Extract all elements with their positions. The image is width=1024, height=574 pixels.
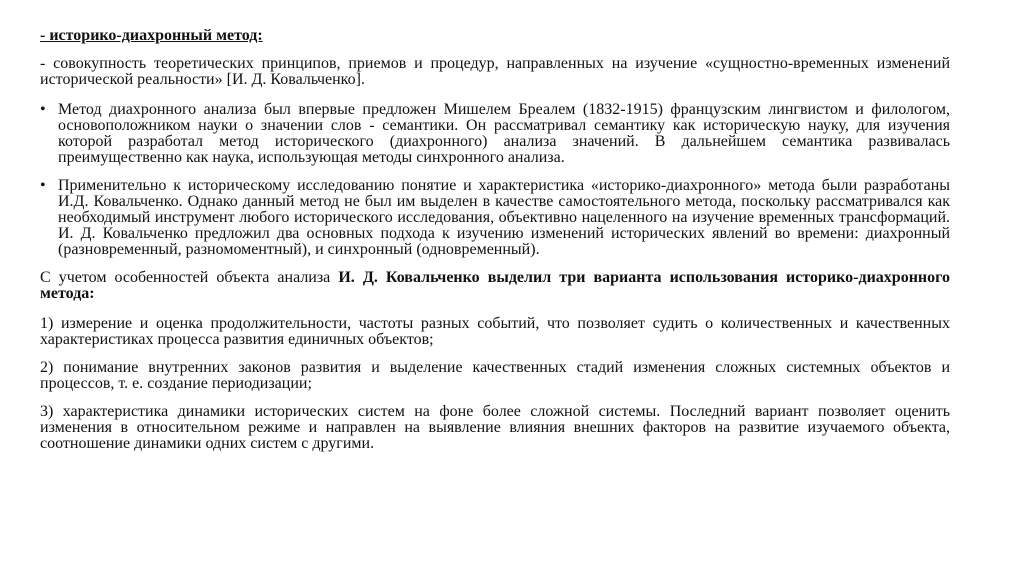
bullet-marker: • (40, 101, 46, 118)
summary-paragraph (40, 270, 950, 302)
bullet-item (40, 178, 950, 258)
numbered-item: 3) характеристика динамики исторических систем на фоне более сложной системы. Последний вариант позволяет оценить изменения в относительном режиме и направлен на выявление влияния внешних факторов на развитие изучаемого объекта, соотношение динамики одних систем с другими. (40, 403, 950, 452)
numbered-item: 2) понимание внутренних законов развития и выделение качественных стадий изменения сложных системных объектов и процессов, т. е. создание периодизации; (40, 359, 950, 392)
summary-bold-text: И. Д. Ковальченко выделил три варианта использования историко-диахронного метода: (40, 269, 950, 302)
section-heading: - историко-диахронный метод: (40, 27, 263, 44)
bullet-text: Метод диахронного анализа был впервые предложен Мишелем Бреалем (1832-1915) французским лингвистом и филологом, основоположником науки о значении слов - семантики. Он рассматривал семантику как историческую науку, для изучения которой разработал метод исторического (диахронного) анализа значений. В дальнейшем семантика развивалась преимущественно как наука, использующая методы синхронного анализа. (58, 101, 950, 166)
slide-content (40, 28, 950, 464)
definition-paragraph: - совокупность теоретических принципов, приемов и процедур, направленных на изучение «сущностно-временных изменений исторической реальности» [И. Д. Ковальченко]. (40, 55, 950, 88)
summary-lead-text: С учетом особенностей объекта анализа (40, 269, 339, 286)
bullet-marker: • (40, 177, 46, 194)
numbered-item: 1) измерение и оценка продолжительности, частоты разных событий, что позволяет судить о количественных и качественных характеристиках процесса развития единичных объектов; (40, 315, 950, 348)
bullet-item (40, 102, 950, 166)
bullet-text: Применительно к историческому исследованию понятие и характеристика «историко-диахронного» метода были разработаны И.Д. Ковальченко. Однако данный метод не был им выделен в качестве самостоятельного метода, поскольку рассматривался как необходимый инструмент любого исторического исследования, объективно нацеленного на изучение временных трансформаций. И. Д. Ковальченко предложил два основных подхода к изучению изменений исторических явлений во времени: диахронный (разновременный, разномоментный), и синхронный (одновременный). (58, 177, 950, 258)
